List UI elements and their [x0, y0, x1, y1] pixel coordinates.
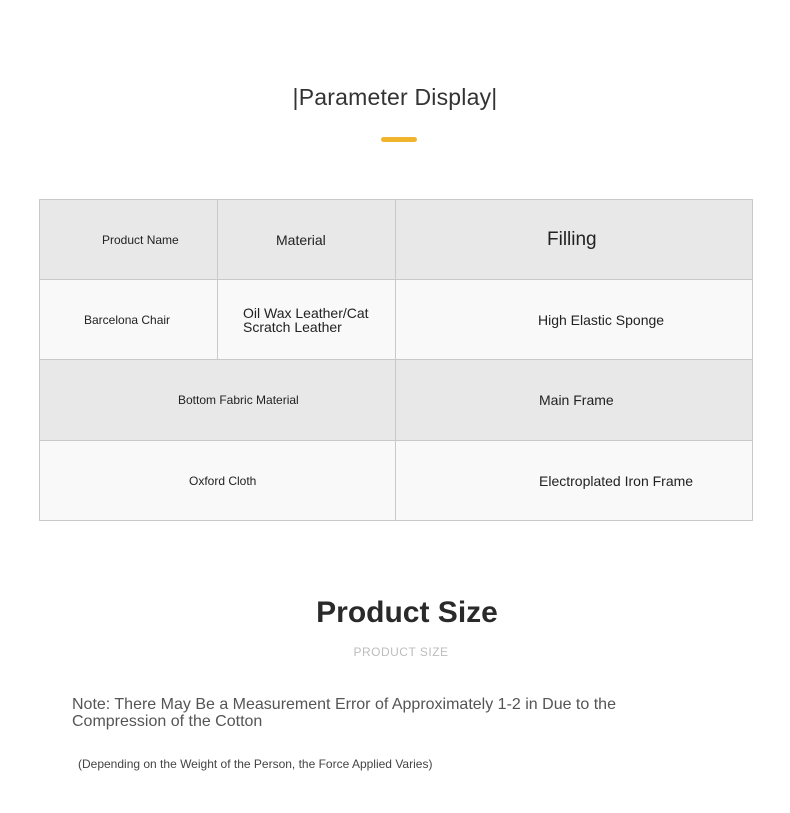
measurement-note: Note: There May Be a Measurement Error of Approximately 1-2 in Due to the Compression of the Cotton	[72, 696, 616, 730]
section-title-parameter-display: |Parameter Display|	[292, 84, 498, 110]
table-cell	[218, 280, 396, 360]
table-row	[40, 360, 753, 441]
table-row	[40, 200, 753, 280]
cell-label-filling: Filling	[547, 228, 597, 250]
measurement-subnote: (Depending on the Weight of the Person, the Force Applied Varies)	[78, 757, 433, 771]
table-cell	[40, 441, 396, 521]
table-cell	[396, 280, 753, 360]
title-accent-bar	[381, 137, 417, 142]
cell-value-filling: High Elastic Sponge	[538, 311, 665, 328]
cell-label-product-name: Product Name	[102, 232, 179, 247]
cell-label-main-frame: Main Frame	[539, 392, 614, 408]
table-cell-header	[40, 200, 218, 280]
table-cell-header	[396, 200, 753, 280]
cell-label-bottom-fabric: Bottom Fabric Material	[178, 393, 299, 407]
cell-value-main-frame: Electroplated Iron Frame	[539, 472, 694, 489]
cell-label-material: Material	[276, 231, 326, 248]
table-cell	[40, 280, 218, 360]
parameter-table	[39, 199, 753, 521]
cell-value-material: Oil Wax Leather/Cat Scratch Leather	[243, 304, 369, 335]
table-row	[40, 441, 753, 521]
section-title-product-size: Product Size	[316, 596, 498, 629]
cell-value-product-name: Barcelona Chair	[84, 312, 171, 327]
table-cell-header	[218, 200, 396, 280]
table-cell-header	[396, 360, 753, 441]
section-subtitle-product-size: PRODUCT SIZE	[353, 645, 449, 659]
table-row	[40, 280, 753, 360]
table-cell	[396, 441, 753, 521]
table-cell-header	[40, 360, 396, 441]
cell-value-bottom-fabric: Oxford Cloth	[189, 473, 257, 488]
